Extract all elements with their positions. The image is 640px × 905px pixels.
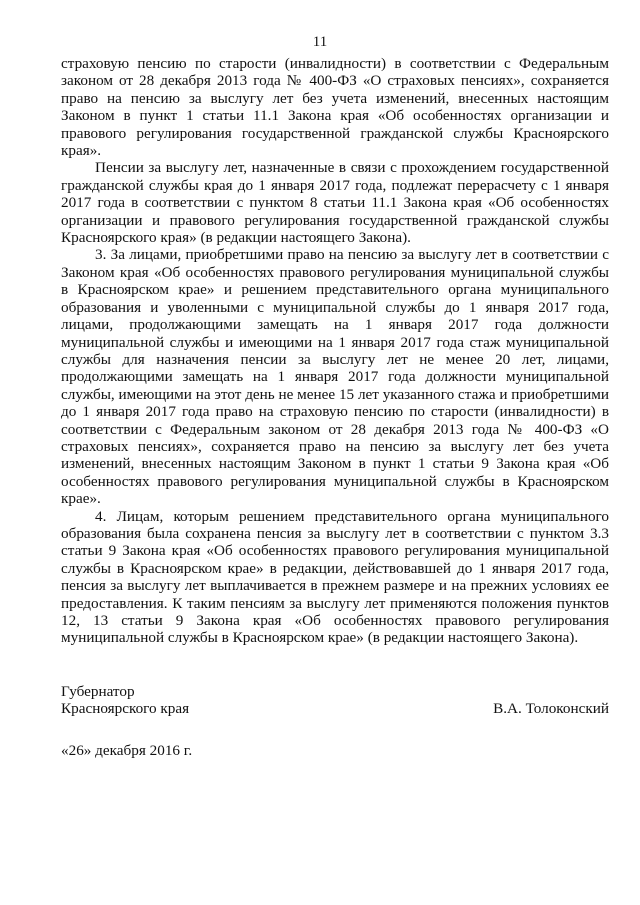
document-date: «26» декабря 2016 г. <box>61 742 193 759</box>
signer-name: В.А. Толоконский <box>493 700 609 718</box>
signer-title-line2: Красноярского края <box>61 700 190 718</box>
paragraph-recalculation: Пенсии за выслугу лет, назначенные в связи с прохождением государственной гражданской службы края до 1 января 2017 года, подлежат перерасчету с 1 января 2017 года в соответствии с пунктом 8 статьи 11.1 Закона края «Об особенностях организации и правового регулирования государственной гражданской службы Красноярского края» (в редакции настоящего Закона). <box>61 159 609 247</box>
paragraph-item-3: 3. За лицами, приобретшими право на пенсию за выслугу лет в соответствии с Законом края «Об особенностях правового регулирования муниципальной службы в Красноярском крае» и решением представительного органа муниципального образования и уволенными с муниципальной службы до 1 января 2017 года, лицами, продолжающими замещать на 1 января 2017 года должности муниципальной службы и имеющими на 1 января 2017 года стаж муниципальной службы для назначения пенсии за выслугу лет не менее 20 лет, лицами, продолжающими замещать на 1 января 2017 года должности муниципальной службы, имеющими на этот день не менее 15 лет указанного стажа и приобретшими до 1 января 2017 года право на страховую пенсию по старости (инвалидности) в соответствии с Федеральным законом от 28 декабря 2013 года № 400-ФЗ «О страховых пенсиях», сохраняется право на пенсию за выслугу лет без учета изменений, внесенных настоящим Законом в пункт 1 статьи 9 Закона края «Об особенностях правового регулирования муниципальной службы в Красноярском крае». <box>61 246 609 508</box>
paragraph-continuation: страховую пенсию по старости (инвалидности) в соответствии с Федеральным законом от 28 декабря 2013 года № 400-ФЗ «О страховых пенсиях», сохраняется право на пенсию за выслугу лет без учета изменений, внесенных настоящим Законом в пункт 1 статьи 11.1 Закона края «Об особенностях организации и правового регулирования государственной гражданской службы Красноярского края». <box>61 55 609 160</box>
page-number: 11 <box>312 34 328 50</box>
signature-block <box>61 683 609 718</box>
document-body <box>61 55 609 647</box>
signer-title-line1: Губернатор <box>61 683 135 700</box>
paragraph-item-4: 4. Лицам, которым решением представительного органа муниципального образования была сохранена пенсия за выслугу лет в соответствии с пунктом 3.3 статьи 9 Закона края «Об особенностях правового регулирования муниципальной службы в Красноярском крае» в редакции, действовавшей до 1 января 2017 года, пенсия за выслугу лет выплачивается в прежнем размере и на прежних условиях ее предоставления. К таким пенсиям за выслугу лет применяются положения пунктов 12, 13 статьи 9 Закона края «Об особенностях правового регулирования муниципальной службы в Красноярском крае» (в редакции настоящего Закона). <box>61 507 609 647</box>
